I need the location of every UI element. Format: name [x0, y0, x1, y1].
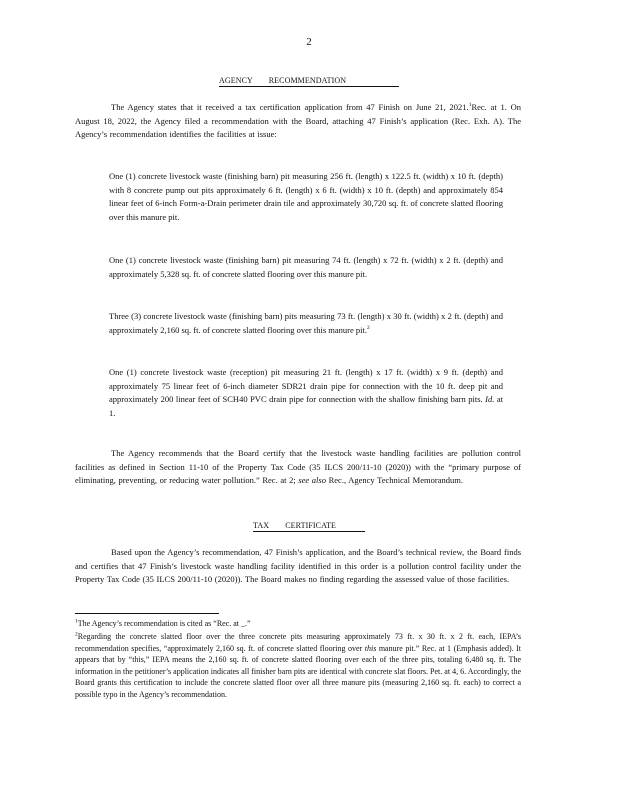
facility-reception-pit — [109, 366, 503, 421]
footnote-2-emphasis: this — [364, 643, 377, 653]
footnote-ref-1[interactable]: 1 — [468, 102, 472, 109]
p2-text-b: Rec., Agency Technical Memorandum. — [328, 475, 463, 486]
footnote-1 — [75, 618, 521, 630]
paragraph-agency-recommends — [75, 447, 521, 488]
p3-text: Based upon the Agency’s recommendation, 47 Finish’s application, and the Board’s technical review, the Board finds and certifies that 47 Finish’s livestock waste handling facility identified in this order is a pollution control facility under the Property Tax Code (35 ILCS 200/11-10 (2020)). The Board makes no finding regarding the assessed value of those facilities. — [75, 547, 521, 585]
heading-agency-recommendation: AGENCY RECOMMENDATION — [219, 76, 399, 87]
paragraph-board-certifies — [75, 546, 521, 587]
heading-tax-certificate: TAX CERTIFICATE — [253, 521, 365, 532]
facility-finishing-barn-pit-256: One (1) concrete livestock waste (finishing barn) pit measuring 256 ft. (length) x 122.5 ft. (width) x 10 ft. (depth) with 8 concrete pump out pits approximately 6 ft. (length) x 6 ft. (width) x 10 ft. (depth) and approximately 854 linear feet of 6-inch Form-a-Drain perimeter drain tile and approximately 30,720 sq. ft. of concrete slatted flooring over this manure pit. — [109, 171, 503, 223]
facility-finishing-barn-pit-74: One (1) concrete livestock waste (finishing barn) pit measuring 74 ft. (length) x 72 ft. (width) x 2 ft. (depth) and approximately 5,328 sq. ft. of concrete slatted flooring over this manure pit. — [109, 255, 503, 279]
p2-see-also: see also — [298, 475, 326, 486]
footnote-2-mark: 2 — [75, 631, 78, 638]
f4-cite-rest: at 1. — [109, 394, 504, 419]
footnote-1-text: The Agency’s recommendation is cited as “Rec. at _.” — [77, 619, 251, 628]
footnote-2-text-b: manure pit.” Rec. at 1 (Emphasis added). It appears that by “this,” IEPA means the 2,160 sq. ft. of concrete slatted flooring over each of the three pits, totaling 6,480 sq. ft. The information in the petitioner’s application indicates all finisher barn pits are identical with concrete slat floors. Pet. at 4, 6. Accordingly, the Board grants this certification to include the concrete slatted floor over all three manure pits (measuring 2,160 sq. ft. each) to correct a possible typo in the Agency’s recommendation. — [75, 643, 522, 699]
footnote-1-mark: 1 — [75, 618, 78, 625]
f3-text: Three (3) concrete livestock waste (finishing barn) pits measuring 73 ft. (length) x 30 ft. (width) x 2 ft. (depth) and approximately 2,160 sq. ft. of concrete slatted flooring over this manure pit. — [109, 311, 503, 335]
paragraph-agency-received — [75, 101, 521, 142]
footnote-ref-2[interactable]: 2 — [367, 324, 370, 331]
p1-text-a: The Agency states that it received a tax certification application from 47 Finish on June 21, 2021. — [111, 102, 469, 112]
footnote-2-text-a: Regarding the concrete slatted floor over the three concrete pits measuring approximately 73 ft. x 30 ft. x 2 ft. each, IEPA’s recommendation specifies, “approximately 2,160 sq. ft. of concrete slatted flooring over — [75, 632, 521, 653]
footnote-2 — [75, 631, 521, 701]
page-number: 2 — [306, 36, 312, 48]
f4-cite-id: Id. — [485, 394, 495, 405]
facility-finishing-barn-pits-73 — [109, 310, 503, 337]
p1-text-b: Rec. at 1. On August 18, 2022, the Agency filed a recommendation with the Board, attaching 47 Finish’s application (Rec. Exh. A). The Agency’s recommendation identifies the facilities at issue: — [75, 102, 521, 140]
f4-text: One (1) concrete livestock waste (reception) pit measuring 21 ft. (length) x 17 ft. (width) x 9 ft. (depth) and approximately 75 linear feet of 6-inch diameter SDR21 drain pipe for connection with the 10 ft. deep pit and approximately 200 linear feet of SCH40 PVC drain pipe for connection with the shallow finishing barn pits. — [109, 367, 503, 405]
footnote-divider — [75, 613, 219, 614]
p2-text-a: The Agency recommends that the Board certify that the livestock waste handling facilities are pollution control facilities as defined in Section 11-10 of the Property Tax Code (35 ILCS 200/11-10 (2020)) with the “primary purpose of eliminating, preventing, or reducing water pollution.” Rec. at 2; — [75, 448, 521, 486]
